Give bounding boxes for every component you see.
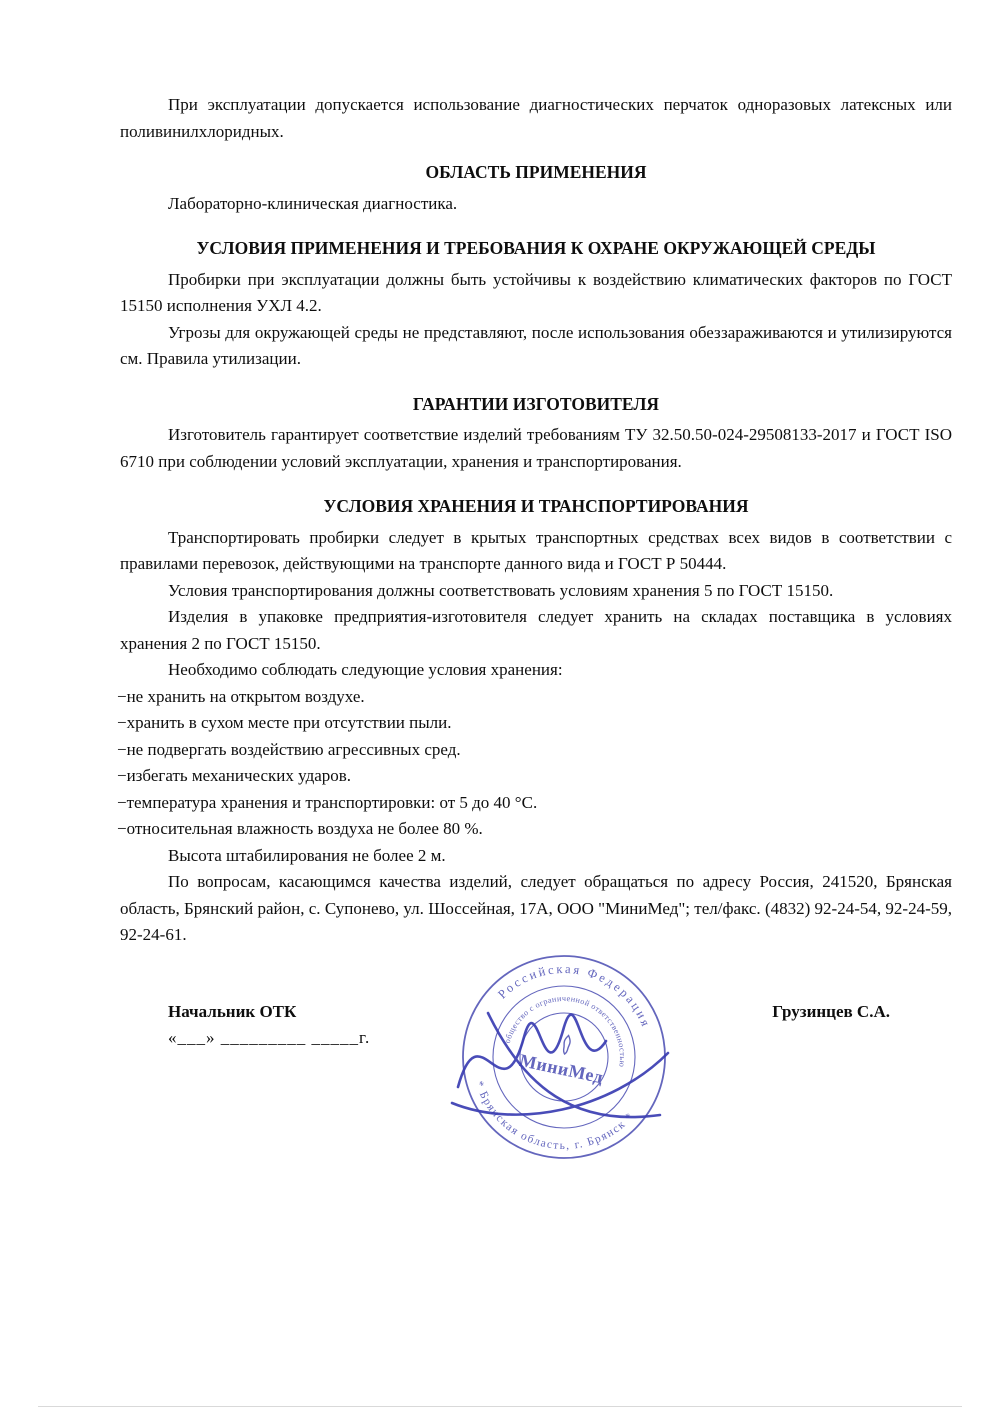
intro-paragraph: При эксплуатации допускается использование диагностических перчаток одноразовых латексных или поливинилхлоридных. [120,95,952,141]
storage-condition-item: −не подвергать воздействию агрессивных сред. [117,739,461,759]
paragraph: Необходимо соблюдать следующие условия хранения: [168,660,563,679]
storage-condition-item: −относительная влажность воздуха не более 80 %. [117,819,483,838]
stamp-text-region: * Брянская область, г. Брянск * [472,1079,637,1152]
stamp-center-logo-text: МиниМед [517,1049,606,1087]
paragraph: Пробирки при эксплуатации должны быть устойчивы к воздействию климатических факторов по ГОСТ 15150 исполнения УХЛ 4.2. [120,269,952,315]
signature-block [120,961,952,1152]
paragraph: Условия транспортирования должны соответствовать условиям хранения 5 по ГОСТ 15150. [168,580,834,600]
signer-position-block [120,999,370,1052]
section-heading-storage-transport: УСЛОВИЯ ХРАНЕНИЯ И ТРАНСПОРТИРОВАНИЯ [323,496,749,516]
handwritten-signature [428,969,698,1159]
paragraph: Высота штабилирования не более 2 м. [168,845,446,865]
scan-artifact-line [38,1406,962,1407]
stamp-middle-circle [480,972,648,1140]
section-heading-usage-conditions: УСЛОВИЯ ПРИМЕНЕНИЯ И ТРЕБОВАНИЯ К ОХРАНЕ ОКРУЖАЮЩЕЙ СРЕДЫ [196,238,876,258]
paragraph: Изготовитель гарантирует соответствие изделий требованиям ТУ 32.50.50-024-29508133-2017 и ГОСТ ISO 6710 при соблюдении условий эксплуатации, хранения и транспортирования. [120,425,952,471]
storage-condition-item: −хранить в сухом месте при отсутствии пыли. [117,713,452,732]
stamp-inner-circle [512,1004,616,1108]
section-heading-manufacturer-warranty: ГАРАНТИИ ИЗГОТОВИТЕЛЯ [412,393,660,414]
company-stamp [438,931,689,1182]
stamp-text-company-form: общество с ограниченной ответственностью [502,993,628,1068]
paragraph: Лабораторно-клиническая диагностика. [168,193,458,213]
storage-condition-item: −температура хранения и транспортировки: от 5 до 40 °С. [117,792,538,812]
paragraph: Угрозы для окружающей среды не представляют, после использования обеззараживаются и утилизируются см. Правила утилизации. [120,322,952,368]
paragraph: По вопросам, касающимся качества изделий, следует обращаться по адресу Россия, 241520, Брянская область, Брянский район, с. Супонево, ул. Шоссейная, 17А, ООО "МиниМед"; тел/факс. (4832) 92-24-54, 92-24-59, 92-24-61. [120,872,952,944]
storage-condition-item: −не хранить на открытом воздухе. [117,686,365,706]
date-line: «___» _________ _____г. [168,1028,371,1047]
section-heading-application-area: ОБЛАСТЬ ПРИМЕНЕНИЯ [425,162,647,182]
signer-name-block [772,999,952,1026]
stamp-outer-circle [444,937,684,1177]
signer-position: Начальник ОТК [168,1001,297,1021]
signer-name: Грузинцев С.А. [772,1001,890,1021]
stamp-flame-icon [562,1034,572,1054]
paragraph: Изделия в упаковке предприятия-изготовителя следует хранить на складах поставщика в условиях хранения 2 по ГОСТ 15150. [120,607,952,653]
stamp-seal [438,931,689,1182]
stamp-text-country: Российская Федерация [495,961,654,1030]
paragraph: Транспортировать пробирки следует в крытых транспортных средствах всех видов в соответствии с правилами перевозок, действующими на транспорте данного вида и ГОСТ Р 50444. [120,527,952,573]
storage-condition-item: −избегать механических ударов. [117,766,352,785]
